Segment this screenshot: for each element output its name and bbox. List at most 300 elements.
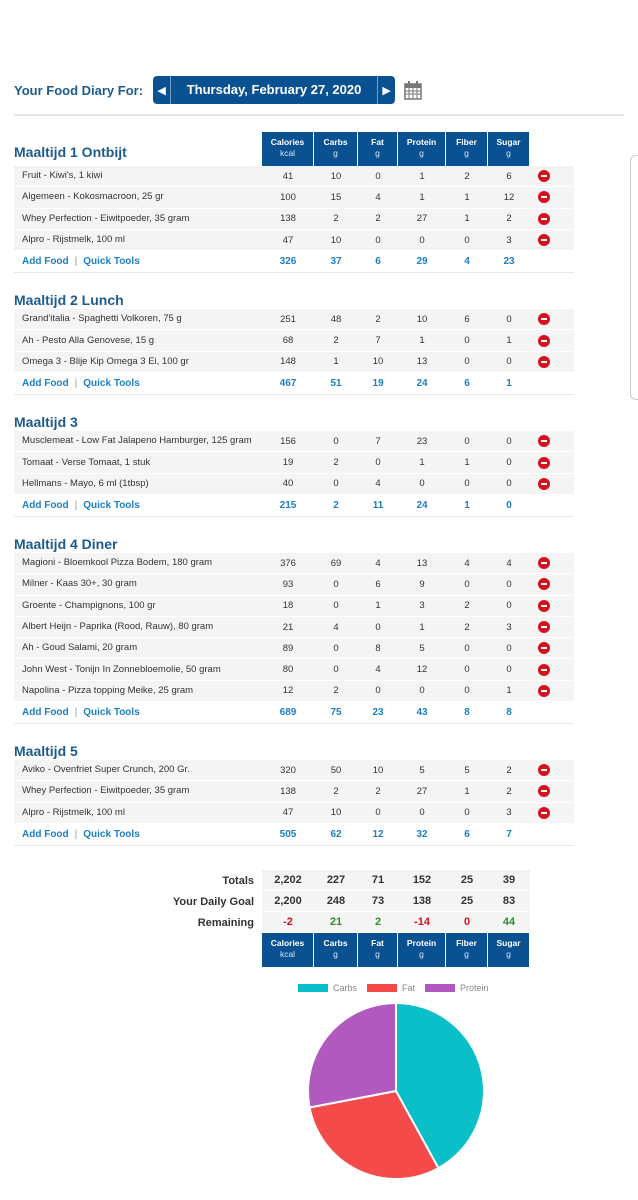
meal-total-value: 7 [506,828,512,840]
food-row [14,352,574,373]
food-name[interactable]: Magioni - Bloemkool Pizza Bodem, 180 gram [22,557,213,569]
nutrient-value: 0 [333,578,339,590]
nutrient-value: 10 [372,356,384,368]
meal-header [14,132,574,166]
column-name: Carbs [323,938,348,948]
delete-icon[interactable] [538,234,550,246]
meal-section [14,279,574,395]
nutrient-value: 1 [419,457,425,469]
nutrient-value: 89 [282,642,294,654]
meal-totals-row [14,824,574,846]
food-row [14,474,574,495]
nutrient-value: 0 [506,478,512,490]
meal-total-value: 75 [330,707,342,719]
nutrient-value: 41 [282,170,294,182]
summary-value: 44 [488,912,530,933]
column-name: Sugar [496,938,521,948]
daily-summary [150,870,530,967]
nutrient-value: 1 [464,785,470,797]
meal-total-value: 215 [279,499,297,511]
meal-total-value: 0 [506,499,512,511]
nutrient-value: 2 [464,600,470,612]
nutrient-value: 0 [375,234,381,246]
summary-value: 138 [398,891,446,912]
meal-section [14,523,574,724]
column-header-fat [358,132,398,166]
nutrient-value: 68 [282,335,294,347]
food-name[interactable]: Milner - Kaas 30+, 30 gram [22,578,137,590]
nutrient-value: 40 [282,478,294,490]
food-name[interactable]: Grand'italia - Spaghetti Volkoren, 75 g [22,313,182,325]
column-name: Protein [406,137,437,147]
nutrient-value: 5 [464,764,470,776]
column-header-calories [262,933,314,967]
nutrient-value: 148 [280,356,296,368]
nutrient-value: 12 [503,191,515,203]
summary-value: 25 [446,891,488,912]
nutrient-value: 2 [464,621,470,633]
nutrient-value: 2 [464,170,470,182]
meal-total-value: 24 [416,499,428,511]
food-row [14,452,574,473]
food-row [14,187,574,208]
delete-icon[interactable] [538,478,550,490]
meal-total-value: 4 [464,256,470,268]
nutrient-value: 3 [506,621,512,633]
nutrient-value: 13 [416,356,428,368]
food-name[interactable]: Napolina - Pizza topping Meike, 25 gram [22,684,194,696]
meal-links [14,500,262,511]
nutrient-value: 69 [330,557,342,569]
column-header-sugar [488,933,530,967]
nutrient-value: 2 [333,335,339,347]
nutrient-value: 2 [333,685,339,697]
legend-label: Protein [460,983,489,993]
nutrient-value: 0 [333,600,339,612]
nutrient-value: 251 [280,313,296,325]
nutrient-value: 48 [330,313,342,325]
delete-icon[interactable] [538,764,550,776]
quick-tools-link[interactable]: Quick Tools [83,378,140,390]
nutrient-value: 0 [506,664,512,676]
nutrient-value: 8 [375,642,381,654]
column-name: Fat [371,938,384,948]
nutrient-value: 80 [282,664,294,676]
column-header-fiber [446,132,488,166]
nutrient-value: 2 [375,785,381,797]
nutrient-value: 0 [464,664,470,676]
food-name[interactable]: Tomaat - Verse Tomaat, 1 stuk [22,456,151,468]
food-name[interactable]: Ah - Goud Salami, 20 gram [22,642,138,654]
meal-total-value: 6 [464,378,470,390]
summary-value: 21 [314,912,358,933]
nutrient-value: 0 [464,356,470,368]
nutrient-value: 13 [416,557,428,569]
meal-links [14,707,262,718]
quick-tools-link[interactable]: Quick Tools [83,828,140,840]
meal-total-value: 62 [330,828,342,840]
summary-row [150,912,530,933]
delete-icon[interactable] [538,170,550,182]
column-unit: g [419,949,424,959]
food-name[interactable]: John West - Tonijn In Zonnebloemolie, 50 gram [22,663,221,675]
meal-section [14,132,574,273]
column-header-carbs [314,933,358,967]
nutrient-value: 1 [419,170,425,182]
date-box [153,76,395,104]
prev-day-button[interactable]: ◀ [153,76,171,104]
nutrient-value: 0 [506,435,512,447]
summary-value: 2,200 [262,891,314,912]
meal-links [14,378,262,389]
meal-total-value: 467 [279,378,297,390]
legend-label: Fat [402,983,416,993]
nutrient-value: 2 [506,213,512,225]
summary-row [150,891,530,912]
add-food-link[interactable]: Add Food [22,828,69,840]
nutrient-value: 47 [282,234,294,246]
delete-icon[interactable] [538,664,550,676]
meal-total-value: 11 [372,499,384,511]
meal-totals-row [14,495,574,517]
nutrient-value: 1 [419,191,425,203]
summary-label: Totals [222,874,254,887]
summary-value: 71 [358,870,398,891]
nutrient-value: 0 [333,478,339,490]
nutrient-value: 2 [333,785,339,797]
link-separator: | [74,499,78,511]
column-name: Carbs [323,137,348,147]
nutrient-value: 0 [333,435,339,447]
legend-label: Carbs [333,983,358,993]
meal-total-value: 32 [416,828,428,840]
nutrient-value: 2 [333,213,339,225]
nutrient-value: 3 [506,234,512,246]
column-header-fiber [446,933,488,967]
food-row [14,309,574,330]
summary-label: Remaining [197,916,254,929]
food-row [14,330,574,351]
meal-total-value: 6 [464,828,470,840]
column-name: Fiber [456,137,477,147]
add-food-link[interactable]: Add Food [22,707,69,719]
column-name: Fat [371,137,384,147]
food-row [14,596,574,617]
meal-total-value: 8 [464,707,470,719]
add-food-link[interactable]: Add Food [22,378,69,390]
legend-swatch [367,984,397,992]
meal-title: Maaltijd 1 Ontbijt [14,144,127,160]
nutrient-value: 15 [330,191,342,203]
meal-total-value: 29 [416,256,428,268]
nutrient-value: 21 [282,621,294,633]
nutrient-value: 4 [375,557,381,569]
delete-icon[interactable] [538,578,550,590]
column-name: Fiber [456,938,477,948]
summary-value: 39 [488,870,530,891]
column-unit: g [333,148,338,158]
delete-icon[interactable] [538,457,550,469]
nutrient-value: 0 [506,600,512,612]
delete-icon[interactable] [538,600,550,612]
nutrient-value: 156 [280,435,296,447]
meal-total-value: 51 [330,378,342,390]
food-name[interactable]: Alpro - Rijstmelk, 100 ml [22,806,125,818]
food-row [14,760,574,781]
summary-label: Your Daily Goal [172,895,254,908]
nutrient-value: 138 [280,785,296,797]
nutrient-value: 1 [506,685,512,697]
nutrient-value: 10 [372,764,384,776]
meal-section [14,401,574,517]
delete-icon[interactable] [538,356,550,368]
column-name: Calories [270,938,305,948]
food-row [14,638,574,659]
legend-item [425,983,489,993]
column-header-carbs [314,132,358,166]
column-unit: g [375,148,380,158]
delete-icon[interactable] [538,313,550,325]
nutrient-value: 50 [330,764,342,776]
column-header-fat [358,933,398,967]
quick-tools-link[interactable]: Quick Tools [83,707,140,719]
food-name[interactable]: Hellmans - Mayo, 6 ml (1tbsp) [22,477,149,489]
legend-item [367,983,415,993]
nutrient-value: 0 [464,642,470,654]
nutrient-value: 2 [375,213,381,225]
link-separator: | [74,828,78,840]
food-name[interactable]: Omega 3 - Blije Kip Omega 3 Ei, 100 gr [22,355,189,367]
nutrient-value: 0 [419,234,425,246]
nutrient-value: 2 [333,457,339,469]
nutrient-value: 0 [464,435,470,447]
meal-total-value: 1 [506,378,512,390]
link-separator: | [74,378,78,390]
food-name[interactable]: Whey Perfection - Eiwitpoeder, 35 gram [22,785,190,797]
nutrient-value: 3 [419,600,425,612]
nutrient-value: 3 [506,807,512,819]
pie-slice-protein [308,1003,396,1107]
delete-icon[interactable] [538,621,550,633]
nutrient-value: 0 [464,578,470,590]
add-food-link[interactable]: Add Food [22,256,69,268]
meal-links [14,256,262,267]
delete-icon[interactable] [538,685,550,697]
nutrient-value: 2 [506,764,512,776]
nutrient-value: 0 [506,356,512,368]
food-row [14,803,574,824]
food-row [14,209,574,230]
add-food-link[interactable]: Add Food [22,499,69,511]
nutrient-value: 0 [506,642,512,654]
column-unit: g [333,949,338,959]
nutrient-value: 23 [416,435,428,447]
meal-total-value: 505 [279,828,297,840]
next-day-button[interactable]: ▶ [377,76,395,104]
column-name: Sugar [496,137,521,147]
meal-title: Maaltijd 5 [14,743,78,760]
nutrient-value: 0 [419,478,425,490]
delete-icon[interactable] [538,435,550,447]
delete-icon[interactable] [538,191,550,203]
nutrient-value: 1 [375,600,381,612]
column-name: Protein [406,938,437,948]
food-row [14,166,574,187]
summary-value: -2 [262,912,314,933]
nutrient-value: 12 [282,685,294,697]
meal-total-value: 6 [375,256,381,268]
nutrient-value: 0 [464,234,470,246]
summary-value: 2 [358,912,398,933]
quick-tools-link[interactable]: Quick Tools [83,256,140,268]
meal-title: Maaltijd 4 Diner [14,535,118,552]
food-name[interactable]: Albert Heijn - Paprika (Rood, Rauw), 80 gram [22,621,214,632]
nutrient-value: 1 [464,213,470,225]
meal-total-value: 326 [279,256,297,268]
food-name[interactable]: Fruit - Kiwi's, 1 kiwi [22,170,103,182]
meal-totals-row [14,373,574,395]
food-name[interactable]: Whey Perfection - Eiwitpoeder, 35 gram [22,212,190,224]
nutrient-value: 93 [282,578,294,590]
column-header-sugar [488,132,530,166]
quick-tools-link[interactable]: Quick Tools [83,499,140,511]
delete-icon[interactable] [538,557,550,569]
nutrient-value: 9 [419,578,425,590]
nutrient-value: 7 [375,335,381,347]
nutrient-value: 4 [464,557,470,569]
meal-total-value: 37 [330,256,342,268]
meal-section [14,730,574,846]
delete-icon[interactable] [538,213,550,225]
calendar-icon[interactable] [403,80,423,100]
meal-total-value: 8 [506,707,512,719]
meal-totals-row [14,251,574,273]
nutrient-value: 6 [506,170,512,182]
meal-total-value: 23 [503,256,515,268]
summary-value: 248 [314,891,358,912]
delete-icon[interactable] [538,335,550,347]
nutrient-value: 0 [464,335,470,347]
nutrient-value: 0 [375,170,381,182]
nutrient-value: 10 [416,313,428,325]
food-row [14,230,574,251]
food-row [14,553,574,574]
nutrient-value: 138 [280,213,296,225]
meal-totals-row [14,702,574,724]
food-row [14,681,574,702]
column-unit: g [506,949,511,959]
date-navigator [14,76,423,104]
food-name[interactable]: Ah - Pesto Alla Genovese, 15 g [22,334,155,346]
nutrient-value: 1 [333,356,339,368]
diary-label: Your Food Diary For: [14,82,144,98]
nutrient-value: 0 [506,313,512,325]
delete-icon[interactable] [538,642,550,654]
macro-pie-chart [306,1001,486,1181]
meal-total-value: 19 [372,378,384,390]
nutrient-value: 0 [506,457,512,469]
nutrient-value: 6 [464,313,470,325]
food-row [14,431,574,452]
nutrient-value: 4 [506,557,512,569]
scrollbar[interactable] [630,155,638,400]
divider [14,114,624,116]
meal-title: Maaltijd 3 [14,414,78,431]
food-name[interactable]: Groente - Champignons, 100 gr [22,599,156,611]
nutrient-value: 27 [416,213,428,225]
meal-links [14,829,262,840]
column-unit: g [506,148,511,158]
meal-total-value: 689 [279,707,297,719]
food-row [14,574,574,595]
link-separator: | [74,256,78,268]
food-name[interactable]: Musclemeat - Low Fat Jalapeno Hamburger, 125 gram [22,435,252,447]
nutrient-value: 0 [375,457,381,469]
food-row [14,617,574,638]
summary-value: -14 [398,912,446,933]
column-unit: g [464,949,469,959]
column-header-calories [262,132,314,166]
nutrient-value: 27 [416,785,428,797]
summary-value: 2,202 [262,870,314,891]
nutrient-value: 19 [282,457,294,469]
column-unit: g [419,148,424,158]
delete-icon[interactable] [538,785,550,797]
nutrient-value: 0 [464,807,470,819]
legend-swatch [425,984,455,992]
meal-title: Maaltijd 2 Lunch [14,292,124,309]
nutrient-value: 2 [375,313,381,325]
nutrient-value: 0 [375,807,381,819]
food-name[interactable]: Algemeen - Kokosmacroon, 25 gr [22,191,164,203]
column-unit: kcal [279,949,296,959]
column-unit: kcal [279,148,296,158]
summary-value: 227 [314,870,358,891]
nutrient-value: 6 [375,578,381,590]
nutrient-value: 7 [375,435,381,447]
food-row [14,659,574,680]
meal-total-value: 43 [416,707,428,719]
summary-value: 152 [398,870,446,891]
food-name[interactable]: Aviko - Ovenfriet Super Crunch, 200 Gr. [22,764,190,776]
nutrient-value: 4 [375,478,381,490]
meal-total-value: 23 [372,707,384,719]
delete-icon[interactable] [538,807,550,819]
nutrient-value: 4 [375,664,381,676]
nutrient-value: 320 [280,764,296,776]
column-unit: g [375,949,380,959]
summary-column-headers [262,933,530,967]
food-name[interactable]: Alpro - Rijstmelk, 100 ml [22,234,125,246]
nutrient-value: 10 [330,234,342,246]
food-row [14,781,574,802]
summary-value: 25 [446,870,488,891]
nutrient-value: 1 [419,621,425,633]
nutrient-value: 0 [419,807,425,819]
summary-value: 83 [488,891,530,912]
nutrient-value: 0 [333,664,339,676]
nutrient-value: 0 [419,685,425,697]
nutrient-value: 0 [506,578,512,590]
meal-total-value: 12 [372,828,384,840]
summary-row [150,870,530,891]
column-name: Calories [270,137,305,147]
nutrient-value: 47 [282,807,294,819]
current-date[interactable]: Thursday, February 27, 2020 [186,82,362,97]
nutrient-value: 1 [506,335,512,347]
nutrient-value: 10 [330,170,342,182]
link-separator: | [74,707,78,719]
